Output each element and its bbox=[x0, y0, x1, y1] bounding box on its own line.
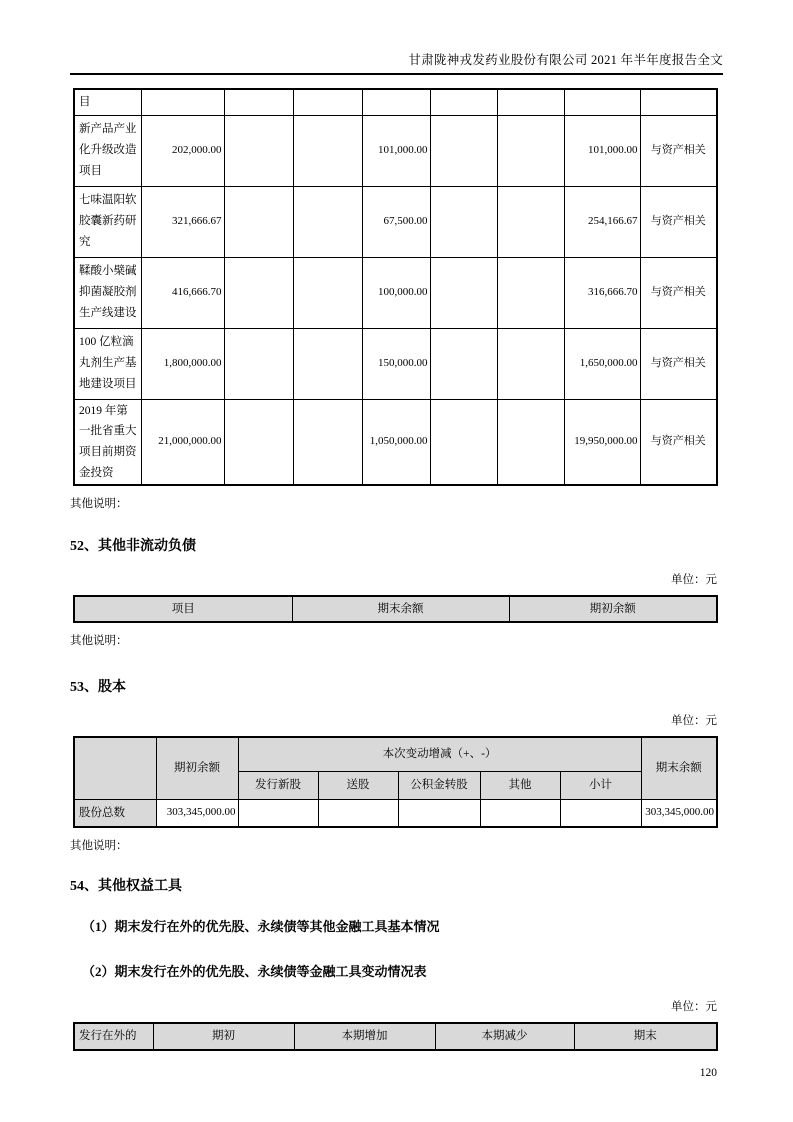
table-row bbox=[74, 399, 717, 485]
empty-cell bbox=[430, 328, 497, 399]
column-header: 项目 bbox=[74, 596, 292, 622]
amount-cell: 101,000.00 bbox=[362, 115, 430, 186]
column-header: 期初 bbox=[153, 1023, 294, 1050]
table-row bbox=[74, 799, 717, 827]
column-header-group: 本次变动增减（+、-） bbox=[238, 737, 641, 771]
other-note: 其他说明： bbox=[70, 498, 128, 511]
empty-cell bbox=[224, 328, 293, 399]
amount-cell: 316,666.70 bbox=[564, 257, 640, 328]
project-name-cell: 100 亿粒滴丸剂生产基地建设项目 bbox=[74, 328, 141, 399]
deferred-income-table bbox=[73, 88, 718, 486]
amount-cell: 101,000.00 bbox=[564, 115, 640, 186]
empty-cell bbox=[640, 89, 717, 115]
column-header: 期初余额 bbox=[156, 737, 238, 799]
empty-cell bbox=[224, 89, 293, 115]
column-header: 本期增加 bbox=[294, 1023, 435, 1050]
amount-cell: 1,650,000.00 bbox=[564, 328, 640, 399]
unit-label: 单位：元 bbox=[671, 574, 717, 587]
empty-cell bbox=[430, 89, 497, 115]
related-type-cell: 与资产相关 bbox=[640, 399, 717, 485]
empty-cell bbox=[224, 257, 293, 328]
empty-cell bbox=[224, 186, 293, 257]
column-header: 发行在外的 bbox=[74, 1023, 153, 1050]
empty-cell bbox=[497, 257, 564, 328]
table-header-row bbox=[74, 1023, 717, 1050]
column-header: 送股 bbox=[318, 771, 398, 799]
empty-cell bbox=[224, 399, 293, 485]
section-52-heading: 52、其他非流动负债 bbox=[70, 539, 196, 555]
empty-cell bbox=[293, 257, 362, 328]
empty-cell bbox=[293, 115, 362, 186]
document-title: 甘肃陇神戎发药业股份有限公司 2021 年半年度报告全文 bbox=[408, 53, 723, 67]
empty-cell bbox=[293, 328, 362, 399]
project-name-cell: 新产品产业化升级改造项目 bbox=[74, 115, 141, 186]
amount-cell: 100,000.00 bbox=[362, 257, 430, 328]
other-note: 其他说明： bbox=[70, 840, 128, 853]
column-header: 小计 bbox=[560, 771, 641, 799]
empty-cell bbox=[430, 115, 497, 186]
empty-cell bbox=[497, 89, 564, 115]
other-note: 其他说明： bbox=[70, 635, 128, 648]
amount-cell: 254,166.67 bbox=[564, 186, 640, 257]
amount-cell: 303,345,000.00 bbox=[641, 799, 717, 827]
related-type-cell: 与资产相关 bbox=[640, 186, 717, 257]
table-row bbox=[74, 257, 717, 328]
project-name-cell: 鞣酸小檗碱抑菌凝胶剂生产线建设 bbox=[74, 257, 141, 328]
empty-cell bbox=[497, 186, 564, 257]
empty-cell bbox=[362, 89, 430, 115]
empty-cell bbox=[480, 799, 560, 827]
empty-cell bbox=[238, 799, 318, 827]
empty-cell bbox=[141, 89, 224, 115]
empty-cell bbox=[293, 399, 362, 485]
empty-cell bbox=[497, 399, 564, 485]
share-capital-table bbox=[73, 736, 718, 828]
empty-cell bbox=[430, 399, 497, 485]
empty-cell bbox=[560, 799, 641, 827]
column-header: 期末余额 bbox=[641, 737, 717, 799]
column-header: 期初余额 bbox=[509, 596, 717, 622]
empty-cell bbox=[497, 115, 564, 186]
amount-cell: 321,666.67 bbox=[141, 186, 224, 257]
row-label-cell: 股份总数 bbox=[74, 799, 156, 827]
project-name-cell: 2019 年第一批省重大项目前期资金投资 bbox=[74, 399, 141, 485]
amount-cell: 416,666.70 bbox=[141, 257, 224, 328]
amount-cell: 202,000.00 bbox=[141, 115, 224, 186]
empty-cell bbox=[430, 186, 497, 257]
column-header: 本期减少 bbox=[435, 1023, 574, 1050]
empty-cell bbox=[564, 89, 640, 115]
amount-cell: 19,950,000.00 bbox=[564, 399, 640, 485]
unit-label: 单位：元 bbox=[671, 715, 717, 728]
table-row bbox=[74, 328, 717, 399]
unit-label: 单位：元 bbox=[671, 1001, 717, 1014]
empty-cell bbox=[497, 328, 564, 399]
outstanding-instruments-table bbox=[73, 1022, 718, 1051]
column-header: 期末 bbox=[574, 1023, 717, 1050]
page-number: 120 bbox=[699, 1067, 717, 1080]
column-header: 公积金转股 bbox=[398, 771, 480, 799]
section-54-heading: 54、其他权益工具 bbox=[70, 879, 182, 895]
table-row bbox=[74, 115, 717, 186]
empty-cell bbox=[293, 89, 362, 115]
column-header: 期末余额 bbox=[292, 596, 509, 622]
project-name-cell: 七味温阳软胶囊新药研究 bbox=[74, 186, 141, 257]
amount-cell: 21,000,000.00 bbox=[141, 399, 224, 485]
column-header: 发行新股 bbox=[238, 771, 318, 799]
amount-cell: 150,000.00 bbox=[362, 328, 430, 399]
column-header: 其他 bbox=[480, 771, 560, 799]
empty-cell bbox=[318, 799, 398, 827]
section-54-sub1-heading: （1）期末发行在外的优先股、永续债等其他金融工具基本情况 bbox=[82, 919, 440, 935]
project-name-cell: 目 bbox=[74, 89, 141, 115]
related-type-cell: 与资产相关 bbox=[640, 115, 717, 186]
empty-cell bbox=[430, 257, 497, 328]
empty-cell bbox=[293, 186, 362, 257]
amount-cell: 1,050,000.00 bbox=[362, 399, 430, 485]
related-type-cell: 与资产相关 bbox=[640, 328, 717, 399]
related-type-cell: 与资产相关 bbox=[640, 257, 717, 328]
empty-cell bbox=[224, 115, 293, 186]
other-noncurrent-liabilities-table bbox=[73, 595, 718, 623]
table-row bbox=[74, 89, 717, 115]
document-header bbox=[70, 0, 723, 75]
amount-cell: 303,345,000.00 bbox=[156, 799, 238, 827]
table-header-row bbox=[74, 737, 717, 771]
empty-cell bbox=[398, 799, 480, 827]
empty-header-cell bbox=[74, 737, 156, 799]
table-header-row bbox=[74, 596, 717, 622]
amount-cell: 1,800,000.00 bbox=[141, 328, 224, 399]
section-53-heading: 53、股本 bbox=[70, 680, 126, 696]
section-54-sub2-heading: （2）期末发行在外的优先股、永续债等金融工具变动情况表 bbox=[82, 964, 427, 980]
amount-cell: 67,500.00 bbox=[362, 186, 430, 257]
table-row bbox=[74, 186, 717, 257]
